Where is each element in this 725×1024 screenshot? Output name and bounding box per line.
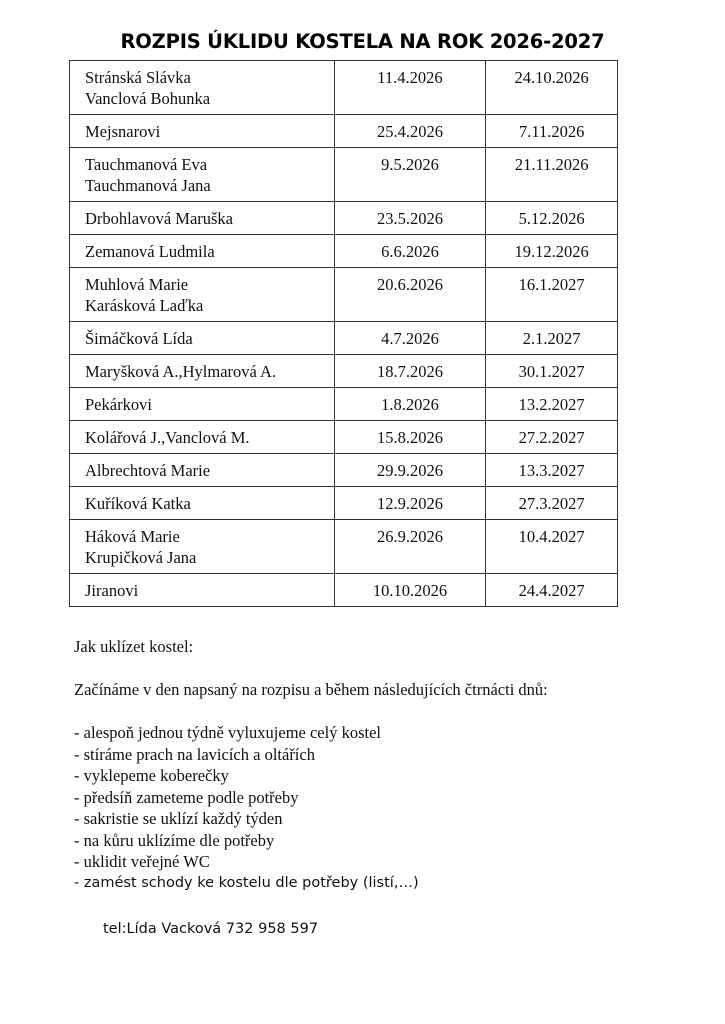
contact-phone: tel:Lída Vacková 732 958 597 <box>103 921 319 937</box>
names-cell <box>70 421 335 454</box>
first-date-cell: 4.7.2026 <box>334 322 486 355</box>
second-date-cell: 13.3.2027 <box>486 454 618 487</box>
names-cell <box>70 574 335 607</box>
person-name: Mejsnarovi <box>85 122 161 141</box>
second-date-cell: 5.12.2026 <box>486 202 618 235</box>
names-cell <box>70 235 335 268</box>
schedule-row <box>70 355 618 388</box>
person-name: Albrechtová Marie <box>85 461 211 480</box>
person-name: Muhlová Marie <box>85 275 189 294</box>
names-cell <box>70 355 335 388</box>
person-name: Šimáčková Lída <box>85 329 193 348</box>
first-date-cell: 26.9.2026 <box>334 520 486 574</box>
schedule-row <box>70 520 618 574</box>
names-cell <box>70 388 335 421</box>
names-cell <box>70 268 335 322</box>
cleaning-schedule-table <box>69 60 618 607</box>
schedule-row <box>70 202 618 235</box>
schedule-row <box>70 61 618 115</box>
first-date-cell: 20.6.2026 <box>334 268 486 322</box>
person-name: Stránská Slávka <box>85 68 191 87</box>
first-date-cell: 1.8.2026 <box>334 388 486 421</box>
second-date-cell: 2.1.2027 <box>486 322 618 355</box>
names-cell <box>70 454 335 487</box>
second-date-cell: 10.4.2027 <box>486 520 618 574</box>
first-date-cell: 25.4.2026 <box>334 115 486 148</box>
names-cell <box>70 202 335 235</box>
person-name: Kuříková Katka <box>85 494 191 513</box>
second-date-cell: 24.4.2027 <box>486 574 618 607</box>
first-date-cell: 23.5.2026 <box>334 202 486 235</box>
instruction-item: - zamést schody ke kostelu dle potřeby (listí,…) <box>74 874 419 891</box>
person-name: Zemanová Ludmila <box>85 242 215 261</box>
person-name: Háková Marie <box>85 527 180 546</box>
schedule-row <box>70 487 618 520</box>
schedule-row <box>70 322 618 355</box>
names-cell <box>70 61 335 115</box>
names-cell <box>70 115 335 148</box>
person-name: Maryšková A.,Hylmarová A. <box>85 362 277 381</box>
schedule-row <box>70 421 618 454</box>
person-name: Karásková Laďka <box>85 296 204 315</box>
instructions-list <box>74 722 548 894</box>
page-title: ROZPIS ÚKLIDU KOSTELA NA ROK 2026-2027 <box>120 30 605 53</box>
first-date-cell: 6.6.2026 <box>334 235 486 268</box>
person-name: Drbohlavová Maruška <box>85 209 234 228</box>
schedule-row <box>70 148 618 202</box>
second-date-cell: 19.12.2026 <box>486 235 618 268</box>
schedule-row <box>70 574 618 607</box>
instruction-item: - předsíň zameteme podle potřeby <box>74 787 299 807</box>
second-date-cell: 30.1.2027 <box>486 355 618 388</box>
instruction-item: - na kůru uklízíme dle potřeby <box>74 830 275 850</box>
person-name: Pekárkovi <box>85 395 152 414</box>
schedule-row <box>70 115 618 148</box>
person-name: Tauchmanová Jana <box>85 176 211 195</box>
first-date-cell: 15.8.2026 <box>334 421 486 454</box>
schedule-row <box>70 268 618 322</box>
first-date-cell: 11.4.2026 <box>334 61 486 115</box>
schedule-row <box>70 235 618 268</box>
first-date-cell: 12.9.2026 <box>334 487 486 520</box>
person-name: Kolářová J.,Vanclová M. <box>85 428 250 447</box>
instruction-item: - sakristie se uklízí každý týden <box>74 809 283 828</box>
schedule-row <box>70 388 618 421</box>
second-date-cell: 13.2.2027 <box>486 388 618 421</box>
person-name: Krupičková Jana <box>85 548 197 567</box>
person-name: Vanclová Bohunka <box>85 89 211 108</box>
first-date-cell: 18.7.2026 <box>334 355 486 388</box>
schedule-row <box>70 454 618 487</box>
second-date-cell: 7.11.2026 <box>486 115 618 148</box>
first-date-cell: 9.5.2026 <box>334 148 486 202</box>
first-date-cell: 29.9.2026 <box>334 454 486 487</box>
names-cell <box>70 148 335 202</box>
second-date-cell: 21.11.2026 <box>486 148 618 202</box>
instruction-item: - alespoň jednou týdně vyluxujeme celý kostel <box>74 723 382 742</box>
second-date-cell: 24.10.2026 <box>486 61 618 115</box>
schedule-body <box>70 61 618 607</box>
person-name: Tauchmanová Eva <box>85 155 208 174</box>
instructions-heading: Jak uklízet kostel: <box>74 637 194 656</box>
names-cell <box>70 520 335 574</box>
instructions-intro: Začínáme v den napsaný na rozpisu a během následujících čtrnácti dnů: <box>74 680 548 699</box>
instruction-item: - vyklepeme koberečky <box>74 766 229 785</box>
names-cell <box>70 487 335 520</box>
second-date-cell: 16.1.2027 <box>486 268 618 322</box>
instruction-item: - uklidit veřejné WC <box>74 852 210 871</box>
first-date-cell: 10.10.2026 <box>334 574 486 607</box>
names-cell <box>70 322 335 355</box>
second-date-cell: 27.3.2027 <box>486 487 618 520</box>
instruction-item: - stíráme prach na lavicích a oltářích <box>74 744 315 764</box>
second-date-cell: 27.2.2027 <box>486 421 618 454</box>
instructions <box>74 636 548 894</box>
person-name: Jiranovi <box>85 581 139 600</box>
